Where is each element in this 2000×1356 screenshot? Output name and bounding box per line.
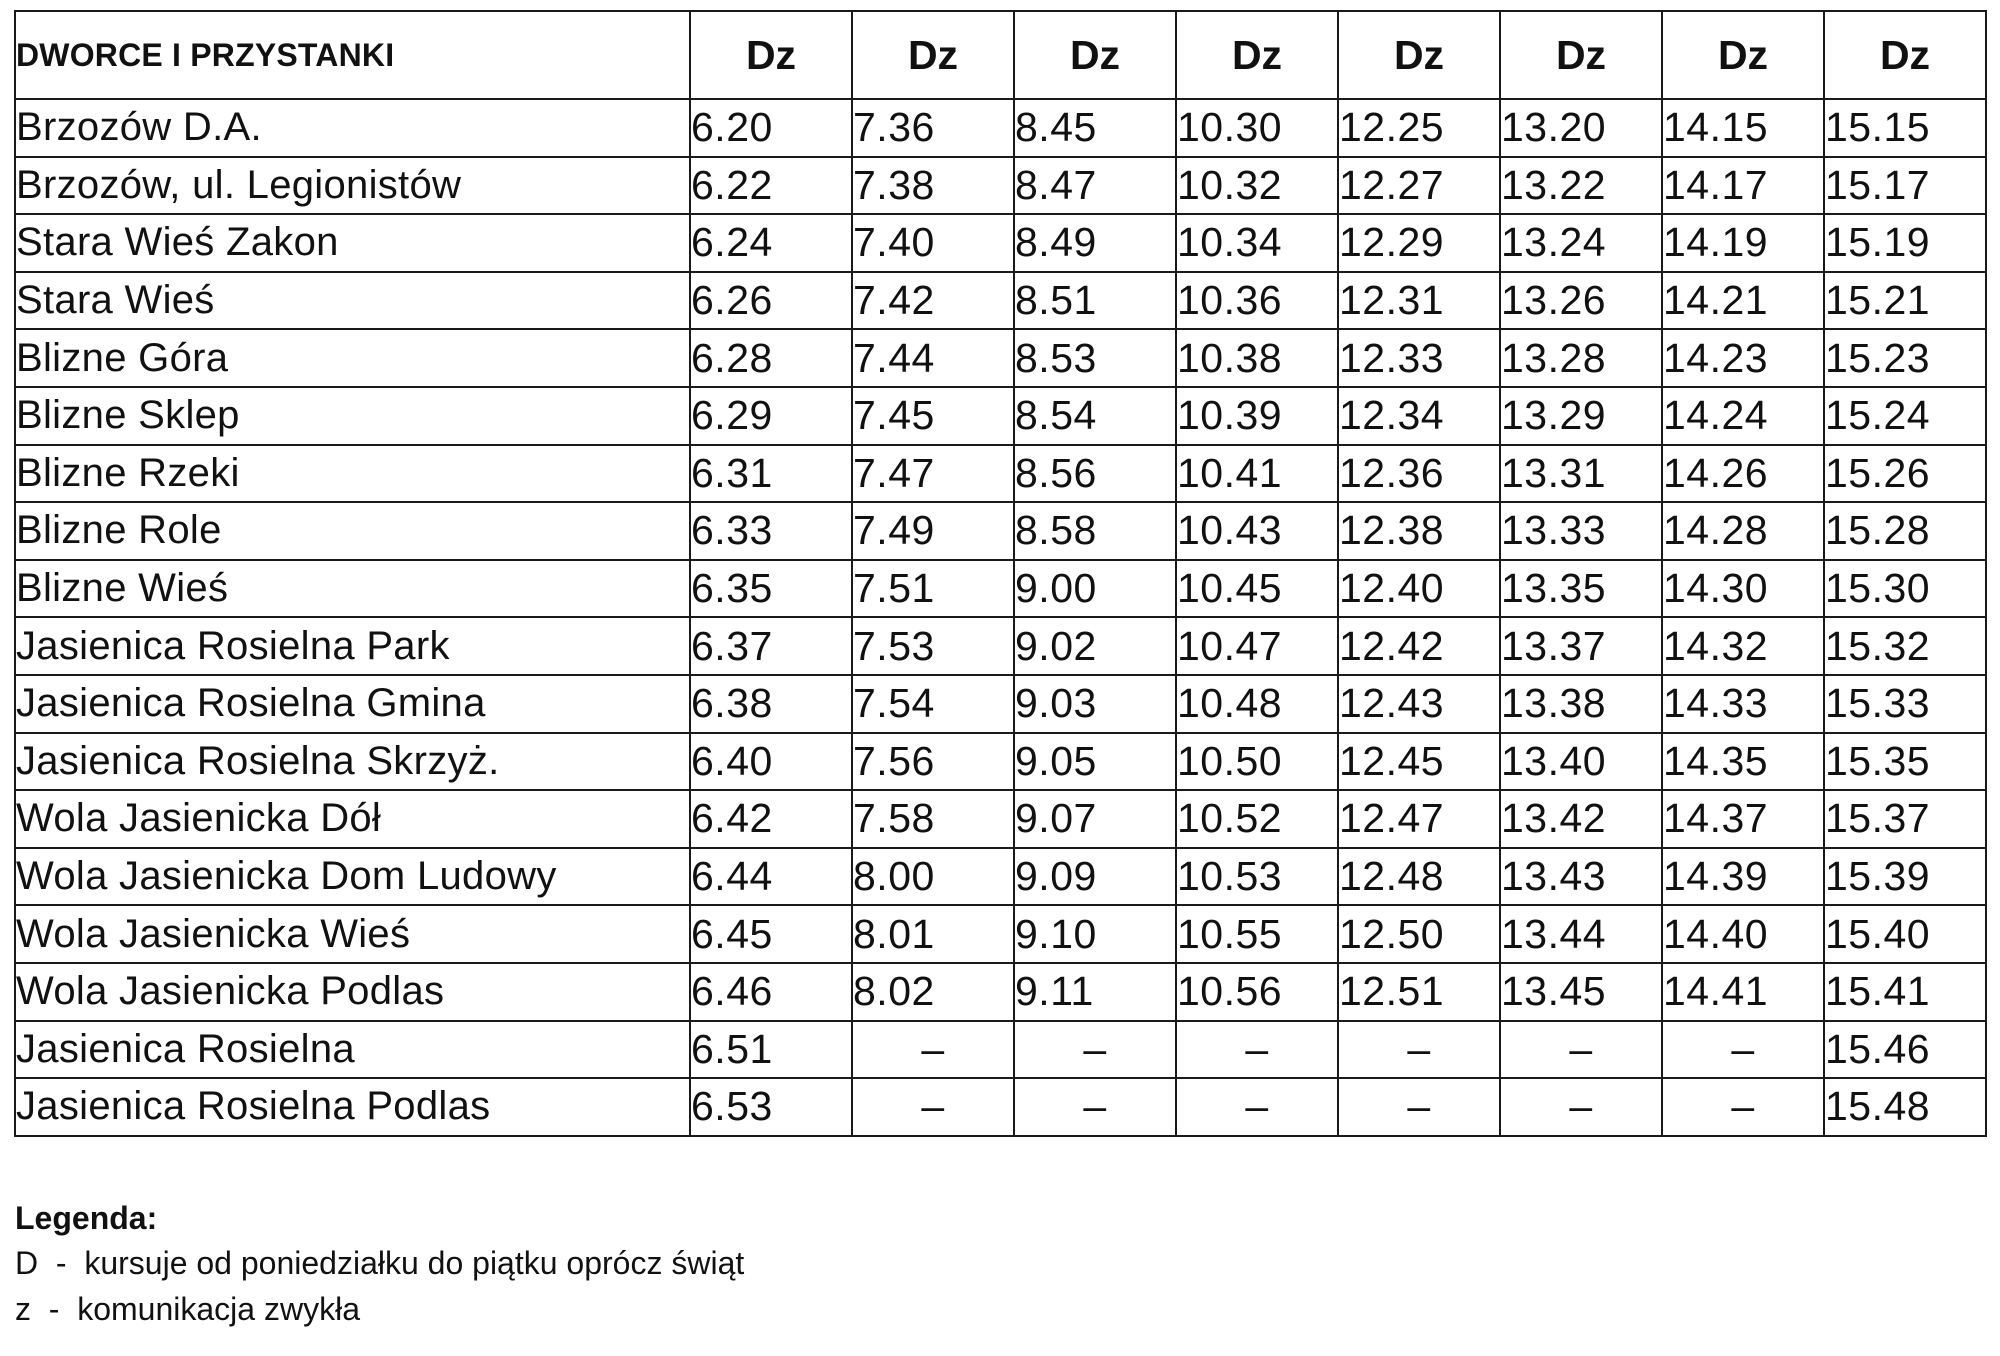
departure-time-cell: 13.22 [1500,157,1662,215]
stop-name-cell: Jasienica Rosielna Gmina [15,675,690,733]
departure-time-cell: 8.49 [1014,214,1176,272]
stop-name-cell: Stara Wieś Zakon [15,214,690,272]
departure-time-cell: 10.52 [1176,790,1338,848]
departure-time-cell: 9.07 [1014,790,1176,848]
timetable [14,10,1987,1137]
legend [15,1196,1215,1332]
legend-separator: - [48,1291,60,1327]
departure-time-cell: 6.53 [690,1078,852,1136]
departure-time-cell: 14.32 [1662,617,1824,675]
departure-time-cell: 12.51 [1338,963,1500,1021]
departure-time-cell: 10.47 [1176,617,1338,675]
departure-time-cell: 10.53 [1176,848,1338,906]
departure-time-cell: 12.43 [1338,675,1500,733]
departure-time-cell: 12.40 [1338,560,1500,618]
departure-time-cell: 10.32 [1176,157,1338,215]
departure-time-cell: 10.50 [1176,733,1338,791]
departure-time-cell: 14.21 [1662,272,1824,330]
no-departure-cell: – [1662,1021,1824,1079]
departure-time-cell: 14.40 [1662,905,1824,963]
departure-time-cell: 6.40 [690,733,852,791]
no-departure-cell: – [1014,1021,1176,1079]
course-header: Dz [690,11,852,99]
departure-time-cell: 15.37 [1824,790,1986,848]
departure-time-cell: 7.54 [852,675,1014,733]
departure-time-cell: 15.41 [1824,963,1986,1021]
departure-time-cell: 12.42 [1338,617,1500,675]
no-departure-cell: – [1500,1021,1662,1079]
departure-time-cell: 10.48 [1176,675,1338,733]
stop-name-cell: Wola Jasienicka Podlas [15,963,690,1021]
departure-time-cell: 15.39 [1824,848,1986,906]
departure-time-cell: 6.28 [690,329,852,387]
departure-time-cell: 15.24 [1824,387,1986,445]
table-row [15,617,1986,675]
departure-time-cell: 6.31 [690,445,852,503]
legend-item [15,1286,1215,1332]
departure-time-cell: 6.35 [690,560,852,618]
departure-time-cell: 6.37 [690,617,852,675]
departure-time-cell: 13.26 [1500,272,1662,330]
departure-time-cell: 8.58 [1014,502,1176,560]
departure-time-cell: 13.38 [1500,675,1662,733]
departure-time-cell: 8.47 [1014,157,1176,215]
no-departure-cell: – [1500,1078,1662,1136]
departure-time-cell: 10.36 [1176,272,1338,330]
departure-time-cell: 14.30 [1662,560,1824,618]
stop-name-cell: Brzozów, ul. Legionistów [15,157,690,215]
departure-time-cell: 14.37 [1662,790,1824,848]
table-row [15,560,1986,618]
departure-time-cell: 13.20 [1500,99,1662,157]
departure-time-cell: 13.44 [1500,905,1662,963]
departure-time-cell: 12.31 [1338,272,1500,330]
departure-time-cell: 15.32 [1824,617,1986,675]
departure-time-cell: 13.24 [1500,214,1662,272]
course-header: Dz [1500,11,1662,99]
departure-time-cell: 14.33 [1662,675,1824,733]
stop-name-cell: Brzozów D.A. [15,99,690,157]
table-row [15,272,1986,330]
table-row [15,157,1986,215]
departure-time-cell: 12.48 [1338,848,1500,906]
stop-name-cell: Jasienica Rosielna Podlas [15,1078,690,1136]
stop-name-cell: Jasienica Rosielna [15,1021,690,1079]
departure-time-cell: 10.30 [1176,99,1338,157]
legend-code: z [15,1291,31,1327]
departure-time-cell: 14.19 [1662,214,1824,272]
departure-time-cell: 14.17 [1662,157,1824,215]
departure-time-cell: 15.17 [1824,157,1986,215]
departure-time-cell: 10.39 [1176,387,1338,445]
table-row [15,445,1986,503]
departure-time-cell: 14.24 [1662,387,1824,445]
departure-time-cell: 12.34 [1338,387,1500,445]
departure-time-cell: 7.53 [852,617,1014,675]
departure-time-cell: 8.45 [1014,99,1176,157]
departure-time-cell: 15.30 [1824,560,1986,618]
departure-time-cell: 13.29 [1500,387,1662,445]
stop-name-cell: Wola Jasienicka Dół [15,790,690,848]
course-header: Dz [1338,11,1500,99]
departure-time-cell: 9.09 [1014,848,1176,906]
departure-time-cell: 7.51 [852,560,1014,618]
departure-time-cell: 14.15 [1662,99,1824,157]
no-departure-cell: – [1338,1078,1500,1136]
departure-time-cell: 12.38 [1338,502,1500,560]
departure-time-cell: 14.26 [1662,445,1824,503]
departure-time-cell: 9.03 [1014,675,1176,733]
table-row [15,963,1986,1021]
departure-time-cell: 9.11 [1014,963,1176,1021]
course-header: Dz [1662,11,1824,99]
stops-column-header: DWORCE I PRZYSTANKI [15,11,690,99]
departure-time-cell: 9.02 [1014,617,1176,675]
departure-time-cell: 14.28 [1662,502,1824,560]
departure-time-cell: 14.39 [1662,848,1824,906]
stop-name-cell: Stara Wieś [15,272,690,330]
table-row [15,502,1986,560]
departure-time-cell: 6.46 [690,963,852,1021]
no-departure-cell: – [852,1021,1014,1079]
departure-time-cell: 7.44 [852,329,1014,387]
course-header: Dz [852,11,1014,99]
legend-code: D [15,1245,39,1281]
departure-time-cell: 8.54 [1014,387,1176,445]
departure-time-cell: 15.15 [1824,99,1986,157]
legend-item [15,1240,1215,1286]
departure-time-cell: 6.45 [690,905,852,963]
departure-time-cell: 7.42 [852,272,1014,330]
departure-time-cell: 14.41 [1662,963,1824,1021]
departure-time-cell: 15.48 [1824,1078,1986,1136]
stop-name-cell: Blizne Wieś [15,560,690,618]
table-row [15,214,1986,272]
departure-time-cell: 8.01 [852,905,1014,963]
departure-time-cell: 6.38 [690,675,852,733]
no-departure-cell: – [1014,1078,1176,1136]
departure-time-cell: 7.56 [852,733,1014,791]
departure-time-cell: 15.26 [1824,445,1986,503]
departure-time-cell: 15.40 [1824,905,1986,963]
no-departure-cell: – [852,1078,1014,1136]
departure-time-cell: 15.23 [1824,329,1986,387]
departure-time-cell: 15.35 [1824,733,1986,791]
departure-time-cell: 15.46 [1824,1021,1986,1079]
stop-name-cell: Blizne Góra [15,329,690,387]
departure-time-cell: 13.33 [1500,502,1662,560]
departure-time-cell: 12.25 [1338,99,1500,157]
departure-time-cell: 6.22 [690,157,852,215]
departure-time-cell: 6.44 [690,848,852,906]
departure-time-cell: 8.53 [1014,329,1176,387]
departure-time-cell: 7.49 [852,502,1014,560]
departure-time-cell: 15.33 [1824,675,1986,733]
departure-time-cell: 6.29 [690,387,852,445]
stop-name-cell: Wola Jasienicka Wieś [15,905,690,963]
departure-time-cell: 6.42 [690,790,852,848]
departure-time-cell: 10.41 [1176,445,1338,503]
departure-time-cell: 13.40 [1500,733,1662,791]
no-departure-cell: – [1662,1078,1824,1136]
departure-time-cell: 13.28 [1500,329,1662,387]
departure-time-cell: 8.51 [1014,272,1176,330]
stop-name-cell: Blizne Role [15,502,690,560]
departure-time-cell: 7.45 [852,387,1014,445]
departure-time-cell: 8.56 [1014,445,1176,503]
departure-time-cell: 10.55 [1176,905,1338,963]
departure-time-cell: 6.26 [690,272,852,330]
departure-time-cell: 10.43 [1176,502,1338,560]
table-row [15,675,1986,733]
departure-time-cell: 13.42 [1500,790,1662,848]
departure-time-cell: 6.33 [690,502,852,560]
course-header: Dz [1824,11,1986,99]
departure-time-cell: 6.24 [690,214,852,272]
legend-description: komunikacja zwykła [77,1291,360,1327]
stop-name-cell: Jasienica Rosielna Park [15,617,690,675]
stop-name-cell: Jasienica Rosielna Skrzyż. [15,733,690,791]
departure-time-cell: 12.45 [1338,733,1500,791]
departure-time-cell: 8.02 [852,963,1014,1021]
departure-time-cell: 12.33 [1338,329,1500,387]
table-row [15,387,1986,445]
stop-name-cell: Blizne Rzeki [15,445,690,503]
departure-time-cell: 10.34 [1176,214,1338,272]
departure-time-cell: 7.40 [852,214,1014,272]
departure-time-cell: 7.36 [852,99,1014,157]
departure-time-cell: 13.35 [1500,560,1662,618]
departure-time-cell: 15.28 [1824,502,1986,560]
departure-time-cell: 12.27 [1338,157,1500,215]
legend-title: Legenda: [15,1200,158,1236]
departure-time-cell: 6.20 [690,99,852,157]
no-departure-cell: – [1176,1078,1338,1136]
course-header: Dz [1176,11,1338,99]
table-row [15,905,1986,963]
table-row [15,1078,1986,1136]
departure-time-cell: 13.31 [1500,445,1662,503]
stop-name-cell: Wola Jasienicka Dom Ludowy [15,848,690,906]
legend-separator: - [55,1245,67,1281]
departure-time-cell: 10.56 [1176,963,1338,1021]
departure-time-cell: 13.45 [1500,963,1662,1021]
timetable-body [15,99,1986,1136]
departure-time-cell: 14.35 [1662,733,1824,791]
table-row [15,848,1986,906]
course-header: Dz [1014,11,1176,99]
departure-time-cell: 10.45 [1176,560,1338,618]
departure-time-cell: 12.29 [1338,214,1500,272]
departure-time-cell: 9.00 [1014,560,1176,618]
no-departure-cell: – [1176,1021,1338,1079]
departure-time-cell: 15.21 [1824,272,1986,330]
departure-time-cell: 6.51 [690,1021,852,1079]
departure-time-cell: 10.38 [1176,329,1338,387]
departure-time-cell: 12.36 [1338,445,1500,503]
departure-time-cell: 13.37 [1500,617,1662,675]
departure-time-cell: 15.19 [1824,214,1986,272]
table-row [15,99,1986,157]
departure-time-cell: 9.10 [1014,905,1176,963]
departure-time-cell: 7.38 [852,157,1014,215]
departure-time-cell: 7.47 [852,445,1014,503]
table-row [15,329,1986,387]
no-departure-cell: – [1338,1021,1500,1079]
table-row [15,733,1986,791]
stop-name-cell: Blizne Sklep [15,387,690,445]
departure-time-cell: 7.58 [852,790,1014,848]
departure-time-cell: 9.05 [1014,733,1176,791]
timetable-header-row [15,11,1986,99]
table-row [15,1021,1986,1079]
departure-time-cell: 12.50 [1338,905,1500,963]
legend-description: kursuje od poniedziałku do piątku oprócz świąt [84,1245,745,1281]
departure-time-cell: 12.47 [1338,790,1500,848]
departure-time-cell: 13.43 [1500,848,1662,906]
departure-time-cell: 14.23 [1662,329,1824,387]
table-row [15,790,1986,848]
departure-time-cell: 8.00 [852,848,1014,906]
